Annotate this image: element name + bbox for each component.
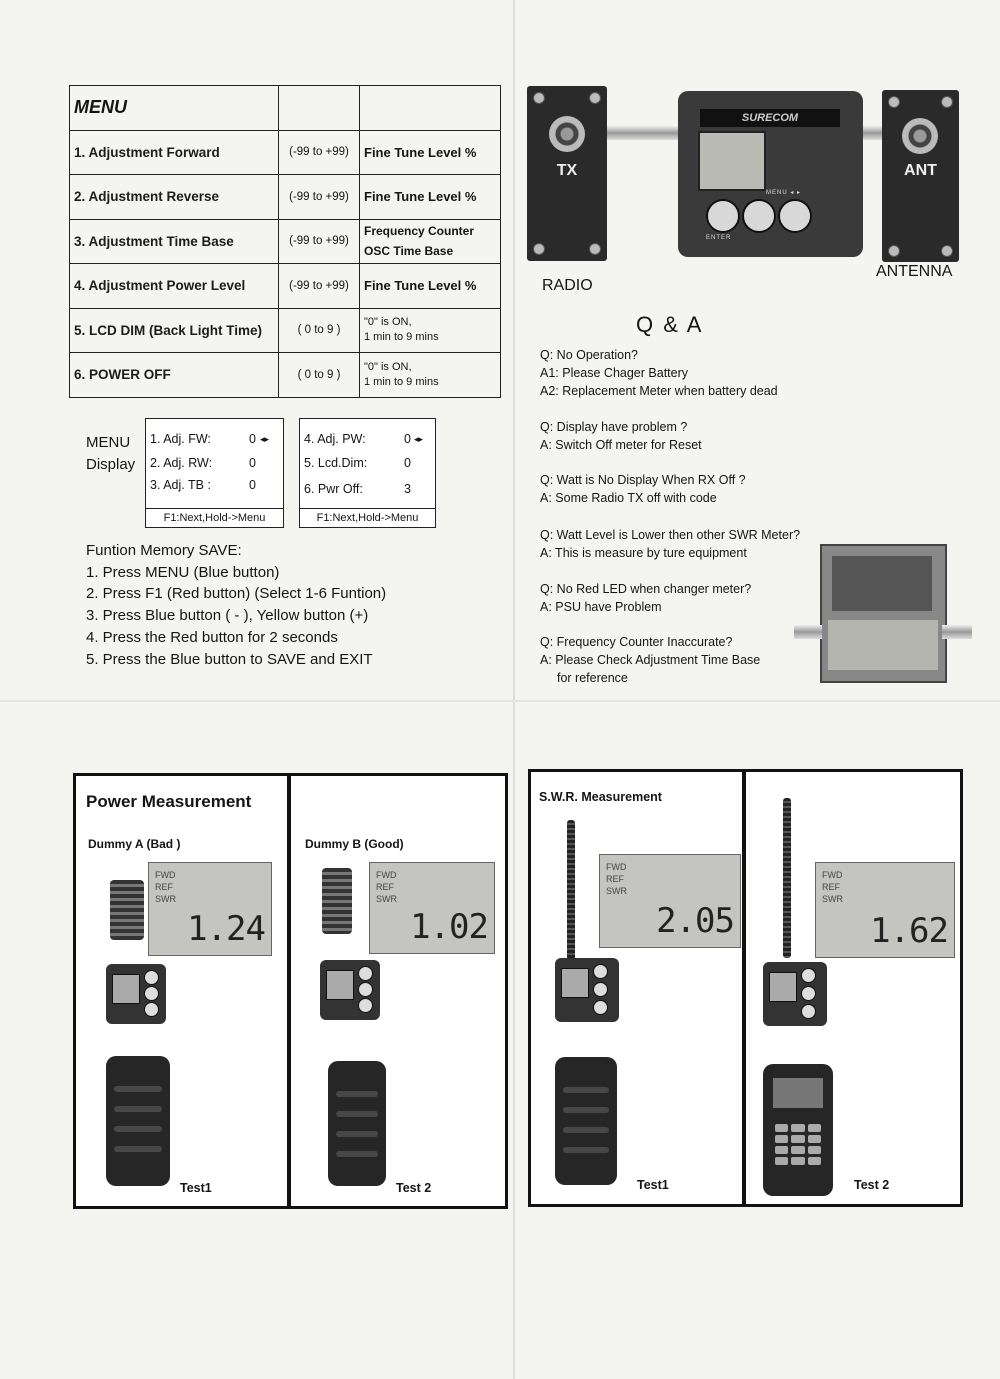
menu-display-box-2 bbox=[299, 418, 436, 528]
qa-item bbox=[540, 633, 760, 687]
menu-item: 5. LCD DIM (Back Light Time) bbox=[70, 308, 279, 353]
brand-label: SURECOM bbox=[700, 109, 840, 127]
menu-display-row: 1. Adj. FW: bbox=[150, 432, 211, 446]
meter-icon bbox=[555, 958, 619, 1022]
surecom-meter bbox=[678, 91, 863, 257]
screw-icon bbox=[941, 96, 953, 108]
lcd-indicators: FWD REF SWR bbox=[822, 870, 843, 904]
menu-display-footer: F1:Next,Hold->Menu bbox=[300, 508, 435, 527]
connector-icon bbox=[549, 116, 585, 152]
memory-save-step: 5. Press the Blue button to SAVE and EXIT bbox=[86, 650, 373, 668]
test-caption: Test1 bbox=[180, 1181, 212, 1195]
menu-item: 2. Adjustment Reverse bbox=[70, 175, 279, 220]
test-caption: Test 2 bbox=[854, 1178, 890, 1192]
test-subtitle: Dummy A (Bad ) bbox=[88, 837, 181, 851]
test-caption: Test 2 bbox=[396, 1181, 432, 1195]
qa-item bbox=[540, 471, 746, 507]
menu-table-title: MENU bbox=[70, 86, 279, 131]
page-fold-vertical bbox=[513, 0, 515, 1379]
menu-range: (-99 to +99) bbox=[279, 130, 360, 175]
memory-save-step: 3. Press Blue button ( - ), Yellow button (+) bbox=[86, 607, 369, 625]
qa-answer: A: Switch Off meter for Reset bbox=[540, 438, 702, 452]
menu-display-row: 5. Lcd.Dim: bbox=[304, 456, 368, 470]
menu-table bbox=[69, 85, 501, 398]
menu-desc-line: OSC Time Base bbox=[364, 244, 454, 259]
lcd-photo bbox=[815, 862, 955, 958]
menu-desc-line: 1 min to 9 mins bbox=[364, 331, 439, 344]
meter-button bbox=[706, 199, 740, 233]
connector-icon bbox=[902, 118, 938, 154]
qa-answer: A2: Replacement Meter when battery dead bbox=[540, 384, 778, 398]
circuit-board-icon bbox=[828, 620, 938, 670]
lcd-photo bbox=[599, 854, 741, 948]
qa-question: Q: Watt Level is Lower then other SWR Meter? bbox=[540, 528, 801, 542]
qa-item bbox=[540, 346, 778, 400]
menu-display-box-1 bbox=[145, 418, 284, 528]
lcd-photo bbox=[148, 862, 272, 956]
menu-item: 3. Adjustment Time Base bbox=[70, 219, 279, 264]
menu-desc-line: 1 min to 9 mins bbox=[364, 375, 439, 388]
menu-desc-line: Frequency Counter bbox=[364, 224, 475, 239]
screw-icon bbox=[589, 92, 601, 104]
menu-range: (-99 to +99) bbox=[279, 219, 360, 264]
menu-table-row bbox=[70, 264, 501, 309]
radio-label: RADIO bbox=[542, 277, 593, 294]
ant-connector-plate bbox=[882, 90, 959, 262]
menu-desc bbox=[360, 353, 501, 398]
menu-display-label: MENU Display bbox=[86, 434, 136, 473]
menu-display-value: 0 bbox=[404, 456, 411, 470]
meter-button bbox=[742, 199, 776, 233]
tx-connector-plate bbox=[527, 86, 607, 261]
screw-icon bbox=[589, 243, 601, 255]
menu-display-value: 0 bbox=[249, 478, 256, 492]
menu-display-footer: F1:Next,Hold->Menu bbox=[146, 508, 283, 527]
qa-item bbox=[540, 580, 751, 616]
lcd-reading: 1.24 bbox=[187, 909, 265, 949]
qa-question: Q: No Operation? bbox=[540, 348, 638, 362]
panel-title: Power Measurement bbox=[86, 792, 252, 811]
qa-question: Q: No Red LED when changer meter? bbox=[540, 582, 752, 596]
menu-item: 1. Adjustment Forward bbox=[70, 130, 279, 175]
qa-answer: A: PSU have Problem bbox=[540, 600, 662, 614]
meter-icon bbox=[320, 960, 380, 1020]
cable-icon bbox=[607, 126, 678, 140]
menu-display-value: 0 bbox=[249, 432, 256, 446]
radio-screen bbox=[773, 1078, 823, 1108]
qa-item bbox=[540, 418, 702, 454]
qa-answer: A: This is measure by ture equipment bbox=[540, 546, 747, 560]
memory-save-step: 1. Press MENU (Blue button) bbox=[86, 563, 280, 581]
menu-range: ( 0 to 9 ) bbox=[279, 353, 360, 398]
lcd-indicators: FWD REF SWR bbox=[606, 862, 627, 896]
page-fold-horizontal bbox=[0, 700, 1000, 702]
arrow-icon: ◂▸ bbox=[260, 434, 270, 444]
antenna-icon bbox=[783, 798, 791, 958]
qa-answer: for reference bbox=[557, 671, 628, 685]
menu-table-row bbox=[70, 130, 501, 175]
tx-label: TX bbox=[556, 162, 578, 179]
meter-button-labels: MENU ◂ ▸ bbox=[766, 190, 802, 196]
menu-table-row bbox=[70, 175, 501, 220]
qa-item bbox=[540, 526, 800, 562]
lcd-reading: 1.62 bbox=[870, 911, 948, 951]
menu-desc: Fine Tune Level % bbox=[360, 130, 501, 175]
memory-save-title: Funtion Memory SAVE: bbox=[86, 542, 242, 559]
menu-desc: Fine Tune Level % bbox=[360, 264, 501, 309]
radio-icon bbox=[763, 1064, 833, 1196]
radio-icon bbox=[106, 1056, 170, 1186]
radio-icon bbox=[328, 1061, 386, 1186]
screw-icon bbox=[533, 243, 545, 255]
qa-answer: A1: Please Chager Battery bbox=[540, 366, 688, 380]
menu-desc-line: "0" is ON, bbox=[364, 360, 412, 373]
menu-display-row: 3. Adj. TB : bbox=[150, 478, 211, 492]
meter-lcd bbox=[698, 131, 766, 191]
swr-measurement-panel bbox=[528, 769, 963, 1207]
qa-question: Q: Display have problem ? bbox=[540, 420, 688, 434]
menu-item: 4. Adjustment Power Level bbox=[70, 264, 279, 309]
meter-icon bbox=[763, 962, 827, 1026]
meter-internal-photo bbox=[820, 544, 947, 683]
ant-label: ANT bbox=[904, 162, 937, 179]
antenna-label: ANTENNA bbox=[876, 263, 953, 280]
qa-question: Q: Frequency Counter Inaccurate? bbox=[540, 635, 733, 649]
memory-save-instructions bbox=[86, 540, 386, 670]
menu-desc: Fine Tune Level % bbox=[360, 175, 501, 220]
radio-icon bbox=[555, 1057, 617, 1185]
screw-icon bbox=[533, 92, 545, 104]
menu-display-row: 4. Adj. PW: bbox=[304, 432, 366, 446]
panel-divider bbox=[742, 772, 746, 1204]
menu-table-row bbox=[70, 353, 501, 398]
lcd-indicators: FWD REF SWR bbox=[376, 870, 397, 904]
menu-table-row bbox=[70, 219, 501, 264]
cable-icon bbox=[942, 625, 972, 639]
antenna-icon bbox=[567, 820, 575, 960]
cable-icon bbox=[863, 126, 883, 140]
menu-display-row: 2. Adj. RW: bbox=[150, 456, 213, 470]
panel-title: S.W.R. Measurement bbox=[539, 790, 662, 804]
test-subtitle: Dummy B (Good) bbox=[305, 837, 404, 851]
meter-enter-label: ENTER bbox=[706, 235, 732, 241]
panel-divider bbox=[287, 776, 291, 1206]
menu-desc bbox=[360, 219, 501, 264]
lcd-reading: 2.05 bbox=[656, 901, 734, 941]
qa-title: Q & A bbox=[636, 312, 704, 337]
screw-icon bbox=[888, 245, 900, 257]
menu-desc-line: "0" is ON, bbox=[364, 316, 412, 329]
menu-table-header-row bbox=[70, 86, 501, 131]
menu-range: (-99 to +99) bbox=[279, 264, 360, 309]
memory-save-step: 2. Press F1 (Red button) (Select 1-6 Funtion) bbox=[86, 585, 387, 603]
menu-display-row: 6. Pwr Off: bbox=[304, 482, 363, 496]
battery-icon bbox=[832, 556, 932, 611]
qa-question: Q: Watt is No Display When RX Off ? bbox=[540, 473, 746, 487]
dummy-load-icon bbox=[322, 868, 352, 934]
menu-display-value: 0 bbox=[249, 456, 256, 470]
menu-range: ( 0 to 9 ) bbox=[279, 308, 360, 353]
screw-icon bbox=[888, 96, 900, 108]
menu-range: (-99 to +99) bbox=[279, 175, 360, 220]
memory-save-step: 4. Press the Red button for 2 seconds bbox=[86, 628, 338, 646]
menu-display-value: 3 bbox=[404, 482, 411, 496]
keypad-icon bbox=[775, 1124, 821, 1165]
dummy-load-icon bbox=[110, 880, 144, 940]
arrow-icon: ◂▸ bbox=[414, 434, 424, 444]
menu-table-row bbox=[70, 308, 501, 353]
test-caption: Test1 bbox=[637, 1178, 669, 1192]
power-measurement-panel bbox=[73, 773, 508, 1209]
meter-icon bbox=[106, 964, 166, 1024]
lcd-reading: 1.02 bbox=[410, 907, 488, 947]
menu-item: 6. POWER OFF bbox=[70, 353, 279, 398]
qa-answer: A: Some Radio TX off with code bbox=[540, 491, 717, 505]
cable-icon bbox=[794, 625, 822, 639]
menu-desc bbox=[360, 308, 501, 353]
lcd-indicators: FWD REF SWR bbox=[155, 870, 176, 904]
lcd-photo bbox=[369, 862, 495, 954]
menu-display-value: 0 bbox=[404, 432, 411, 446]
meter-button bbox=[778, 199, 812, 233]
screw-icon bbox=[941, 245, 953, 257]
qa-answer: A: Please Check Adjustment Time Base bbox=[540, 653, 761, 667]
